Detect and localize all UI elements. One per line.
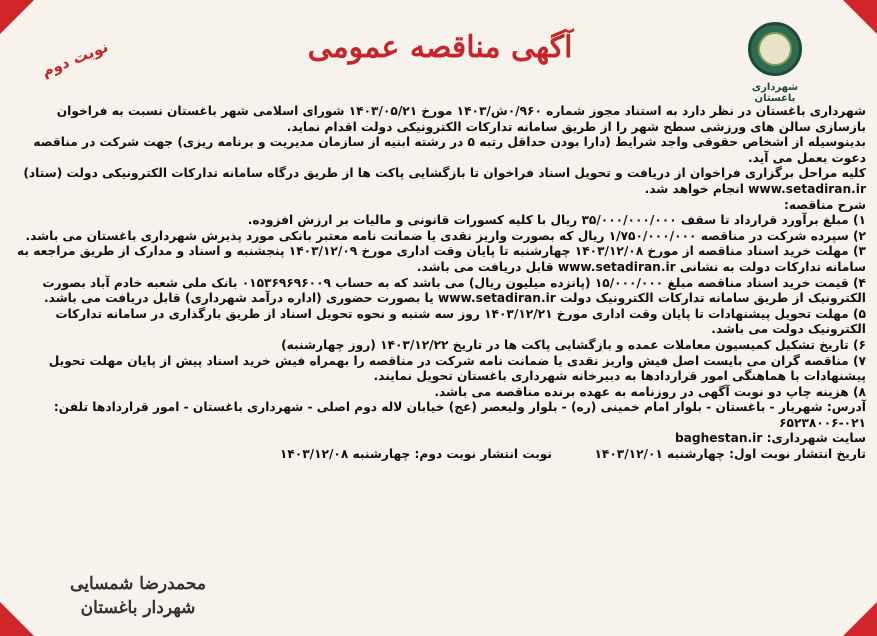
term-item: ۶) تاریخ تشکیل کمیسیون معاملات عمده و بازگشایی پاکت ها در تاریخ ۱۴۰۳/۱۲/۲۲ (روز چهارشنبه) [281,337,866,352]
term-item: ۵) مهلت تحویل پیشنهادات تا پایان وقت اداری مورخ ۱۴۰۳/۱۲/۲۱ روز سه شنبه و نحوه تحویل اسناد از طریق بارگذاری در سامانه تدارکات الکترونیک دولت می باشد. [55,306,866,337]
round-badge: نوبت دوم [39,37,111,81]
logo-emblem [758,32,792,66]
municipality-logo-icon [748,22,802,76]
notice-body [14,104,866,463]
website-link[interactable]: baghestan.ir [674,431,763,446]
logo-caption: شهرداری باغستان [751,82,799,104]
intro-paragraph: شهرداری باغستان در نظر دارد به استناد مجوز شماره ۰/۹۶۰ش/۱۴۰۳ مورخ ۱۴۰۳/۰۵/۲۱ شورای اسلامی شهر باغستان نسبت به فراخوان بازسازی سالن های ورزشی سطح شهر را از طریق سامانه تدارکات الکترونیکی دولت اقدام نماید. [56,104,866,134]
terms-heading: شرح مناقصه: [784,197,866,212]
publish-first: تاریخ انتشار نوبت اول: چهارشنبه ۱۴۰۳/۱۲/۰۱ [594,447,866,462]
signatory-title: شهردار باغستان [80,598,196,618]
corner-ornament [843,602,877,636]
website-line [14,431,866,447]
corner-ornament [843,0,877,34]
corner-ornament [0,602,34,636]
term-item: ۲) سپرده شرکت در مناقصه ۱/۷۵۰/۰۰۰/۰۰۰ ریال که بصورت واریز نقدی یا ضمانت نامه معتبر بانکی مورد پذیرش شهرداری باغستان می باشد. [25,228,866,243]
intro-paragraph: بدینوسیله از اشخاص حقوقی واجد شرایط (دارا بودن حداقل رتبه ۵ در رشته ابنیه از سازمان مدیریت و برنامه ریزی) جهت شرکت در مناقصه دعوت بعمل می آید. [33,135,866,165]
term-item: ۸) هزینه چاپ دو نوبت آگهی در روزنامه به عهده برنده مناقصه می باشد. [434,384,866,399]
notice-title: آگهی مناقصه عمومی [307,30,573,65]
publish-second: نوبت انتشار نوبت دوم: چهارشنبه ۱۴۰۳/۱۲/۰۸ [279,447,553,462]
website-label: سایت شهرداری: [766,431,866,446]
intro-paragraph: کلیه مراحل برگزاری فراخوان از دریافت و تحویل اسناد فراخوان تا بازگشایی پاکت ها از طریق درگاه سامانه تدارکات الکترونیکی دولت (ستاد) www.setadiran.ir انجام خواهد شد. [23,166,866,196]
term-item: ۱) مبلغ برآورد قرارداد تا سقف ۳۵/۰۰۰/۰۰۰/۰۰۰ ریال با کلیه کسورات قانونی و مالیات بر ارزش افزوده. [247,213,866,228]
corner-ornament [0,0,34,34]
address-line: آدرس: شهریار - باغستان - بلوار امام خمینی (ره) - بلوار ولیعصر (عج) خیابان لاله دوم اصلی - شهرداری باغستان - امور قراردادها تلفن: ۰۲۱-۶۵۲۳۸۰۰۶ [53,400,866,430]
term-item: ۷) مناقصه گران می بایست اصل فیش واریز نقدی یا ضمانت نامه شرکت در مناقصه را بهمراه فیش خرید اسناد پیش از پایان مهلت تحویل پیشنهادات با هماهنگی امور قراردادها به دبیرخانه شهرداری باغستان تحویل نمایند. [48,353,866,384]
term-item: ۴) قیمت خرید اسناد مناقصه مبلغ ۱۵/۰۰۰/۰۰۰ (پانزده میلیون ریال) می باشد که به حساب ۰۱۵۳۶۹۶۹۶۰۰۹ بانک ملی شعبه خادم آباد بصورت الکترونیک از طریق سامانه تدارکات الکترونیک دولت www.setadiran.ir یا بصورت حضوری (اداره درآمد شهرداری) قابل دریافت می باشد. [42,275,866,306]
term-item: ۳) مهلت خرید اسناد مناقصه از مورخ ۱۴۰۳/۱۲/۰۸ چهارشنبه تا پایان وقت اداری مورخ ۱۴۰۳/۱۲/۰۹ پنجشنبه و اسناد و مدارک از طریق مراجعه به سامانه تدارکات دولت به نشانی www.setadiran.ir قابل دریافت می باشد. [16,244,866,274]
signatory-name: محمدرضا شمسایی [70,574,206,594]
signature-block [48,572,228,620]
publish-dates [14,447,866,463]
